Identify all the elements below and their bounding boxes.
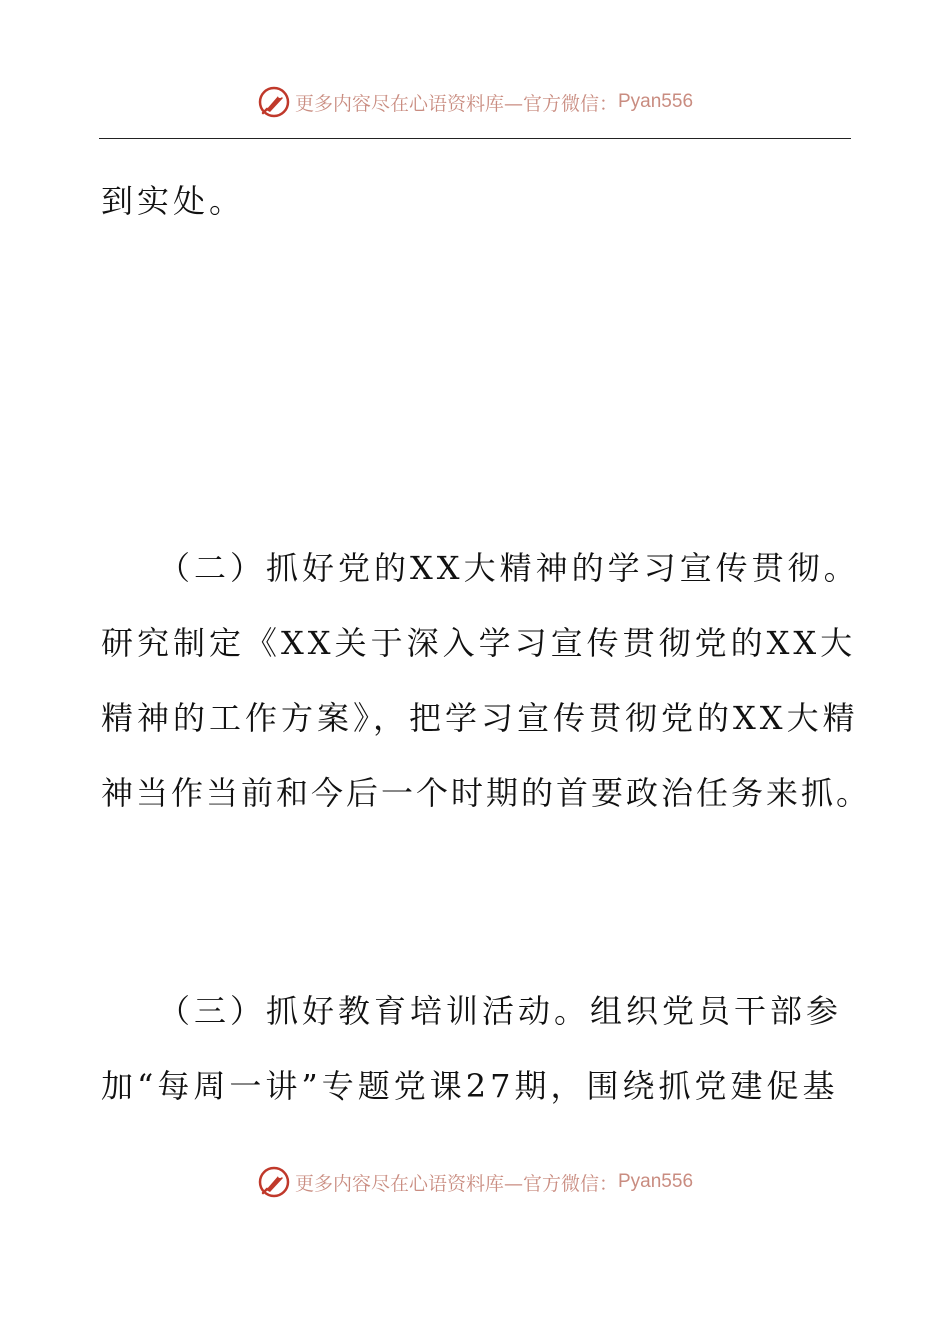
section-heading: （二）抓好党的XX大精神的学习宣传贯彻。 bbox=[158, 549, 860, 587]
body-line: 神当作当前和今后一个时期的首要政治任务来抓。 bbox=[101, 774, 872, 812]
pen-nib-logo-icon bbox=[257, 85, 291, 119]
body-line: 研究制定《XX关于深入学习宣传贯彻党的XX大 bbox=[101, 624, 857, 662]
pen-nib-logo-icon bbox=[257, 1165, 291, 1199]
body-line: 精神的工作方案》，把学习宣传贯彻党的XX大精 bbox=[101, 699, 859, 737]
footer-banner bbox=[0, 1162, 950, 1202]
footer-site-text: 更多内容尽在心语资料库—官方微信： bbox=[294, 1172, 618, 1195]
body-line: 加“每周一讲”专题党课27期，围绕抓党建促基 bbox=[101, 1067, 839, 1105]
section-heading: （三）抓好教育培训活动。组织党员干部参 bbox=[158, 992, 843, 1030]
header-site-text: 更多内容尽在心语资料库—官方微信： bbox=[294, 92, 618, 115]
header-divider bbox=[99, 138, 851, 139]
footer-wechat-id: Pyan556 bbox=[618, 1171, 694, 1192]
header-banner bbox=[0, 82, 950, 122]
header-wechat-id: Pyan556 bbox=[618, 91, 694, 112]
body-line: 到实处。 bbox=[101, 182, 246, 220]
